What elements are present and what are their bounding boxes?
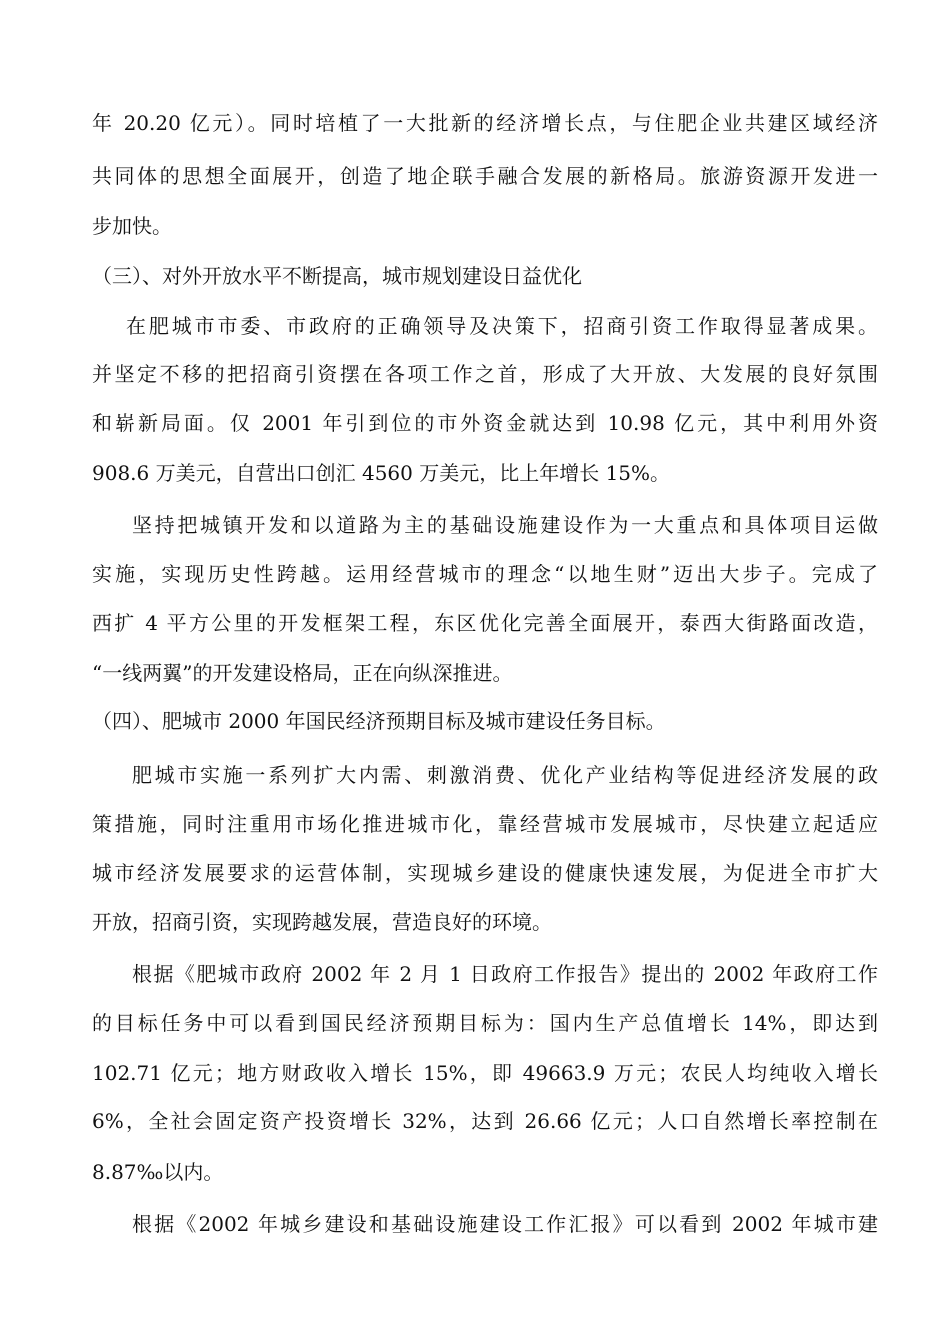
paragraph-line: 根据《2002 年城乡建设和基础设施建设工作汇报》可以看到 2002 年城市建 (132, 1212, 878, 1236)
paragraph-line: 并坚定不移的把招商引资摆在各项工作之首，形成了大开放、大发展的良好氛围 (92, 362, 878, 386)
paragraph-line: 102.71 亿元；地方财政收入增长 15%，即 49663.9 万元；农民人均纯收入增长 (92, 1061, 878, 1085)
paragraph-line: 8.87‰以内。 (92, 1160, 224, 1184)
paragraph-line: 908.6 万美元，自营出口创汇 4560 万美元，比上年增长 15%。 (92, 461, 671, 485)
paragraph-line: 的目标任务中可以看到国民经济预期目标为：国内生产总值增长 14%，即达到 (92, 1011, 878, 1035)
paragraph-line: “一线两翼”的开发建设格局，正在向纵深推进。 (92, 661, 513, 685)
section-heading: （三）、对外开放水平不断提高，城市规划建设日益优化 (92, 264, 582, 288)
paragraph-line: 年 20.20 亿元）。同时培植了一大批新的经济增长点，与住肥企业共建区域经济 (92, 111, 878, 135)
section-heading: （四）、肥城市 2000 年国民经济预期目标及城市建设任务目标。 (92, 709, 666, 733)
paragraph-line: 在肥城市市委、市政府的正确领导及决策下，招商引资工作取得显著成果。 (126, 314, 878, 338)
paragraph-line: 根据《肥城市政府 2002 年 2 月 1 日政府工作报告》提出的 2002 年政府工作 (132, 962, 878, 986)
paragraph-line: 实施，实现历史性跨越。运用经营城市的理念“以地生财”迈出大步子。完成了 (92, 562, 878, 586)
paragraph-line: 和崭新局面。仅 2001 年引到位的市外资金就达到 10.98 亿元，其中利用外资 (92, 411, 878, 435)
paragraph-line: 城市经济发展要求的运营体制，实现城乡建设的健康快速发展，为促进全市扩大 (92, 861, 878, 885)
paragraph-line: 西扩 4 平方公里的开发框架工程，东区优化完善全面展开，泰西大街路面改造， (92, 611, 878, 635)
paragraph-line: 6%，全社会固定资产投资增长 32%，达到 26.66 亿元；人口自然增长率控制在 (92, 1109, 878, 1133)
paragraph-line: 坚持把城镇开发和以道路为主的基础设施建设作为一大重点和具体项目运做 (132, 513, 878, 537)
paragraph-line: 共同体的思想全面展开，创造了地企联手融合发展的新格局。旅游资源开发进一 (92, 164, 878, 188)
paragraph-line: 步加快。 (92, 214, 172, 238)
paragraph-line: 肥城市实施一系列扩大内需、刺激消费、优化产业结构等促进经济发展的政 (132, 763, 878, 787)
paragraph-line: 开放，招商引资，实现跨越发展，营造良好的环境。 (92, 910, 552, 934)
paragraph-line: 策措施，同时注重用市场化推进城市化，靠经营城市发展城市，尽快建立起适应 (92, 812, 878, 836)
